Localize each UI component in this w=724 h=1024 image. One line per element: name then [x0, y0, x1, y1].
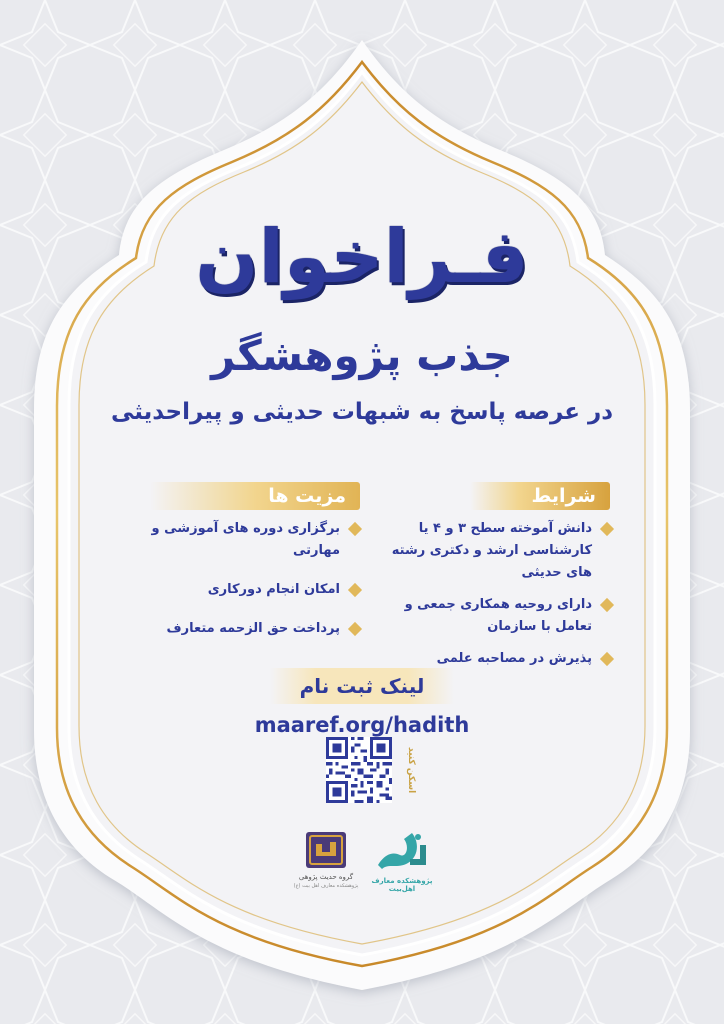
diamond-bullet-icon — [348, 522, 362, 536]
hadith-group-name: گروه حدیث پژوهی — [298, 873, 354, 881]
list-item — [120, 518, 360, 562]
list-item — [120, 579, 360, 601]
hadith-group-subtitle: پژوهشکده معارف اهل بیت (ع) — [293, 883, 359, 889]
list-item — [372, 648, 612, 670]
qr-code[interactable] — [326, 737, 392, 803]
diamond-bullet-icon — [600, 598, 614, 612]
diamond-bullet-icon — [348, 622, 362, 636]
diamond-bullet-icon — [348, 583, 362, 597]
qr-caption: اسکن کنید — [406, 746, 416, 794]
registration-link[interactable]: maaref.org/hadith — [254, 713, 470, 737]
benefits-heading: مزیت ها — [150, 482, 360, 510]
condition-text: دانش آموخته سطح ۳ و ۴ یا کارشناسی ارشد و دکتری رشته های حدیثی — [391, 521, 592, 580]
maaref-institute-logo-icon — [370, 825, 434, 875]
benefit-text: برگزاری دوره های آموزشی و مهارتی — [151, 521, 340, 558]
poster-subtitle: جذب پژوهشگر — [211, 331, 513, 380]
conditions-heading: شرایط — [470, 482, 610, 510]
condition-text: پذیرش در مصاحبه علمی — [436, 651, 592, 666]
maaref-institute-name: پژوهشکده معارف اهل‌بیت — [371, 877, 433, 893]
diamond-bullet-icon — [600, 522, 614, 536]
conditions-list — [372, 518, 612, 680]
registration-label: لینک ثبت نام — [270, 668, 454, 704]
benefit-text: پرداخت حق الزحمه متعارف — [166, 621, 340, 636]
poster-title: فـراخوان — [195, 214, 529, 300]
list-item — [372, 518, 612, 584]
benefit-text: امکان انجام دورکاری — [207, 582, 340, 597]
list-item — [120, 618, 360, 640]
benefits-list — [120, 518, 360, 657]
diamond-bullet-icon — [600, 652, 614, 666]
poster-tagline: در عرصه پاسخ به شبهات حدیثی و پیراحدیثی — [110, 399, 614, 425]
list-item — [372, 594, 612, 638]
condition-text: دارای روحیه همکاری جمعی و تعامل با سازمان — [404, 597, 592, 634]
hadith-group-logo-icon — [300, 828, 352, 872]
